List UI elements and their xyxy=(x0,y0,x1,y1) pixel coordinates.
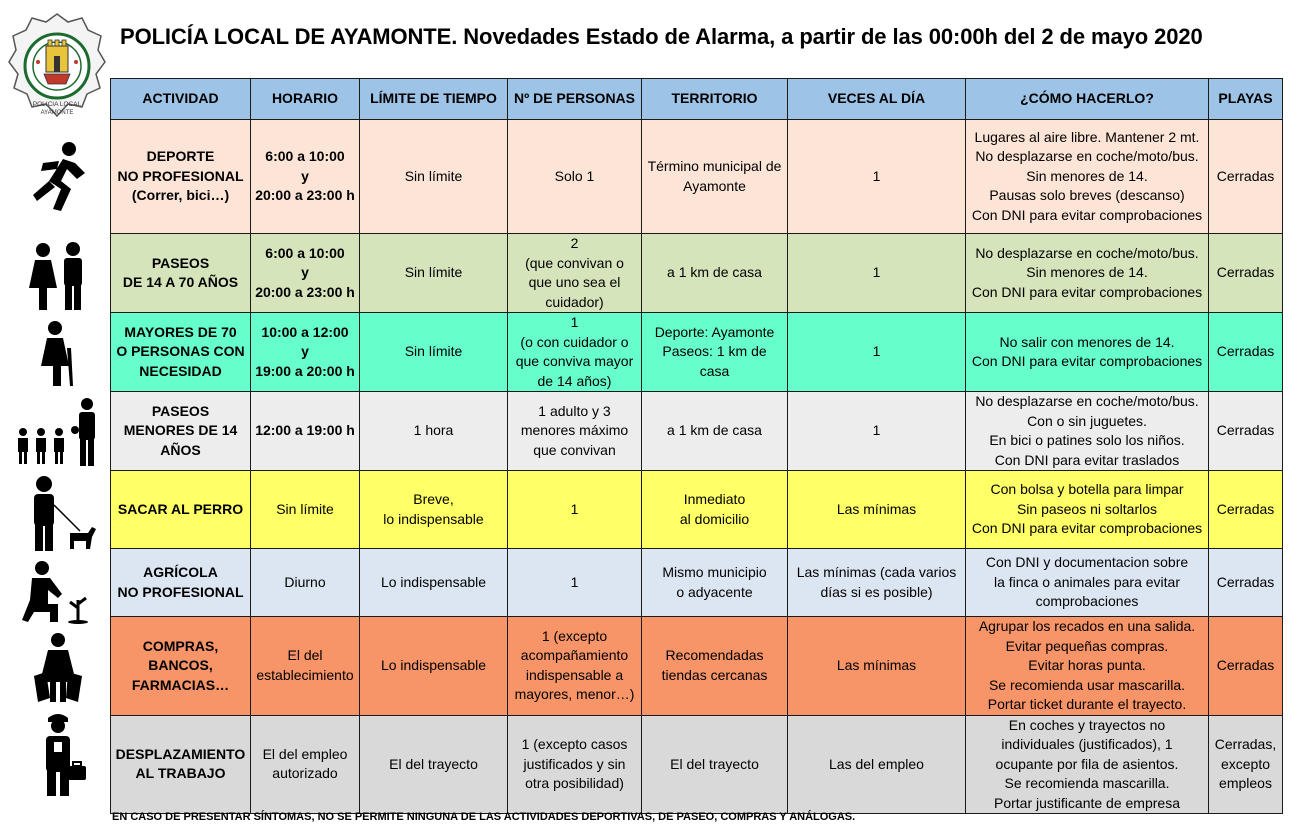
cell-veces xyxy=(788,120,966,234)
cell-actividad-line: NO PROFESIONAL xyxy=(117,583,244,600)
table-row xyxy=(111,715,1283,814)
cell-veces xyxy=(788,313,966,392)
cell-territorio-line: Recomendadas xyxy=(665,647,764,664)
cell-veces xyxy=(788,715,966,814)
cell-actividad-line: SACAR AL PERRO xyxy=(117,500,244,517)
cell-como-line: ocupante por fila de asientos. xyxy=(995,755,1179,772)
cell-como-line: Sin paseos ni soltarlos xyxy=(1016,500,1158,517)
cell-como-line: Se recomienda usar mascarilla. xyxy=(988,676,1186,693)
logo-text-top: POLICIA LOCAL xyxy=(32,101,82,108)
cell-limite-line: Sin límite xyxy=(404,343,463,360)
cell-horario-line: 20:00 a 23:00 h xyxy=(255,187,355,204)
table-row xyxy=(111,120,1283,234)
cell-territorio xyxy=(642,715,788,814)
cell-horario-line: El del xyxy=(287,647,323,664)
cell-territorio-line: Deporte: Ayamonte xyxy=(654,323,775,340)
police-badge-icon xyxy=(8,12,106,124)
cell-como-line: Portar ticket durante el trayecto. xyxy=(987,696,1187,712)
cell-como xyxy=(966,392,1209,471)
cell-como xyxy=(966,120,1209,234)
cell-limite-line: Lo indispensable xyxy=(380,573,487,590)
cell-horario-line: establecimiento xyxy=(256,666,354,683)
cell-como-line: la finca o animales para evitar xyxy=(994,573,1180,590)
cell-horario-line: 12:00 a 19:00 h xyxy=(255,422,355,439)
cell-limite xyxy=(360,234,508,313)
cell-personas-line: 1 xyxy=(570,500,579,517)
cell-limite-line: 1 hora xyxy=(413,422,454,439)
cell-personas-line: 1 (excepto casos xyxy=(521,736,628,752)
cell-horario xyxy=(251,617,360,716)
cell-actividad-line: FARMACIAS… xyxy=(131,676,230,693)
cell-territorio-line: a 1 km de casa xyxy=(667,422,762,439)
cell-veces xyxy=(788,471,966,549)
cell-playas-line: Cerradas xyxy=(1216,573,1275,590)
cell-como-line: comprobaciones xyxy=(1035,593,1139,610)
cell-personas xyxy=(508,234,642,313)
cell-limite-line: Sin límite xyxy=(404,167,463,184)
cell-playas xyxy=(1209,549,1283,617)
cell-veces xyxy=(788,617,966,716)
cell-playas-line: Cerradas xyxy=(1216,264,1275,281)
cell-personas-line: otra posibilidad) xyxy=(525,775,624,791)
cell-como-line: No desplazarse en coche/moto/bus. xyxy=(975,393,1199,409)
cell-como-line: Con DNI para evitar comprobaciones xyxy=(971,206,1203,223)
cell-limite-line: Lo indispensable xyxy=(380,657,487,673)
cell-actividad-line: PASEOS xyxy=(151,402,210,419)
cell-actividad xyxy=(111,715,251,814)
cell-actividad-line: AÑOS xyxy=(160,441,201,458)
cell-playas-line: empleos xyxy=(1219,775,1272,791)
cell-como-line: Agrupar los recados en una salida. xyxy=(978,618,1196,634)
cell-personas-line: 2 xyxy=(570,235,579,251)
adult-children-icon xyxy=(10,394,106,470)
page-title: POLICÍA LOCAL DE AYAMONTE. Novedades Estado de Alarma, a partir de las 00:00h del 2 de mayo 2020 xyxy=(120,24,1203,49)
cell-playas xyxy=(1209,392,1283,471)
cell-personas-line: (que convivan o xyxy=(525,254,624,271)
cell-horario-line: Sin límite xyxy=(276,500,334,517)
cell-territorio-line: al domicilio xyxy=(679,510,750,527)
cell-veces-line: días si es posible) xyxy=(820,583,933,600)
cell-personas-line: 1 (excepto xyxy=(541,627,608,644)
cell-personas-line: menores máximo xyxy=(520,422,629,439)
cell-playas-line: Cerradas xyxy=(1216,343,1275,360)
cell-horario-line: y xyxy=(301,167,309,184)
cell-como-line: individuales (justificados), 1 xyxy=(1001,736,1173,752)
cell-territorio xyxy=(642,549,788,617)
cell-limite xyxy=(360,471,508,549)
cell-como-line: No salir con menores de 14. xyxy=(999,333,1175,350)
cell-personas-line: justificados y sin xyxy=(523,755,626,772)
cell-actividad-line: (Correr, bici…) xyxy=(131,187,230,204)
cell-veces-line: 1 xyxy=(872,343,881,360)
table-header-row xyxy=(111,79,1283,120)
cell-playas-line: Cerradas xyxy=(1216,500,1275,517)
cell-como-line: Sin menores de 14. xyxy=(1026,264,1148,281)
table-row xyxy=(111,392,1283,471)
cell-como-line: En coches y trayectos no xyxy=(1008,716,1166,733)
cell-veces-line: Las mínimas xyxy=(836,500,917,517)
cell-como-line: No desplazarse en coche/moto/bus. xyxy=(975,244,1199,261)
cell-playas xyxy=(1209,471,1283,549)
cell-como-line: Pausas solo breves (descanso) xyxy=(989,187,1185,204)
cell-horario-line: 6:00 a 10:00 xyxy=(265,244,345,261)
cell-veces xyxy=(788,234,966,313)
cell-territorio xyxy=(642,471,788,549)
cell-como-line: Evitar pequeñas compras. xyxy=(1005,637,1169,654)
cell-territorio xyxy=(642,617,788,716)
cell-personas-line: 1 adulto y 3 xyxy=(538,402,611,419)
cell-playas xyxy=(1209,120,1283,234)
cell-personas xyxy=(508,715,642,814)
cell-como-line: Se recomienda mascarilla. xyxy=(1004,775,1170,791)
cell-veces-line: Las mínimas xyxy=(836,657,917,673)
cell-personas-line: 1 xyxy=(570,314,579,330)
cell-territorio-line: El del trayecto xyxy=(670,755,759,772)
cell-horario xyxy=(251,234,360,313)
cell-como-line: No desplazarse en coche/moto/bus. xyxy=(975,148,1199,165)
cell-personas-line: acompañamiento xyxy=(520,647,629,664)
cell-veces xyxy=(788,392,966,471)
cell-playas xyxy=(1209,313,1283,392)
cell-territorio-line: tiendas cercanas xyxy=(661,666,768,683)
cell-veces-line: 1 xyxy=(872,167,881,184)
cell-horario-line: Diurno xyxy=(284,573,326,590)
cell-personas-line: cuidador) xyxy=(545,293,604,310)
cell-territorio-line: o adyacente xyxy=(676,583,753,600)
cell-territorio-line: Término municipal de xyxy=(647,158,782,174)
cell-limite xyxy=(360,392,508,471)
cell-personas-line: 1 xyxy=(570,573,579,590)
cell-territorio-line: Inmediato xyxy=(683,491,746,507)
runner-icon xyxy=(10,126,106,232)
cell-veces-line: Las mínimas (cada varios xyxy=(796,564,957,580)
cell-territorio xyxy=(642,120,788,234)
cell-personas xyxy=(508,549,642,617)
cell-como xyxy=(966,715,1209,814)
cell-limite xyxy=(360,715,508,814)
cell-actividad-line: DEPORTE xyxy=(146,148,215,165)
footer-note: EN CASO DE PRESENTAR SÍNTOMAS, NO SE PERMITE NINGUNA DE LAS ACTIVIDADES DEPORTIVAS, DE PASEO, COMPRAS Y ANÁLOGAS. xyxy=(112,811,856,823)
cell-como-line: Con o sin juguetes. xyxy=(1027,412,1147,429)
cell-personas-line: que conviva mayor xyxy=(515,353,634,369)
cell-actividad-line: NECESIDAD xyxy=(139,362,222,379)
cell-limite-line: lo indispensable xyxy=(383,510,484,527)
cell-personas-line: de 14 años) xyxy=(537,372,612,389)
cell-personas-line: indispensable a xyxy=(525,666,624,683)
cell-territorio-line: Mismo municipio xyxy=(662,564,767,580)
header-personas: Nº DE PERSONAS xyxy=(508,79,642,120)
elderly-person-icon xyxy=(10,316,106,390)
cell-actividad-line: O PERSONAS CON xyxy=(116,343,245,360)
cell-horario xyxy=(251,471,360,549)
cell-horario xyxy=(251,549,360,617)
cell-actividad-line: COMPRAS, xyxy=(142,637,219,654)
cell-como xyxy=(966,313,1209,392)
cell-actividad xyxy=(111,617,251,716)
cell-personas-line: mayores, menor…) xyxy=(514,686,635,703)
cell-limite-line: El del trayecto xyxy=(389,755,478,772)
cell-playas-line: Cerradas, xyxy=(1214,736,1277,752)
dog-walking-icon xyxy=(10,474,106,554)
cell-horario-line: y xyxy=(301,264,309,281)
cell-horario-line: autorizado xyxy=(272,765,338,782)
cell-actividad xyxy=(111,471,251,549)
cell-como-line: Con DNI y documentacion sobre xyxy=(985,554,1189,571)
cell-personas-line: Solo 1 xyxy=(554,167,595,184)
cell-veces-line: Las del empleo xyxy=(829,755,924,772)
cell-horario-line: y xyxy=(301,343,309,360)
cell-veces xyxy=(788,549,966,617)
cell-como-line: Evitar horas punta. xyxy=(1028,657,1146,673)
cell-personas xyxy=(508,617,642,716)
cell-como-line: Lugares al aire libre. Mantener 2 mt. xyxy=(974,128,1200,145)
cell-veces-line: 1 xyxy=(872,264,881,281)
cell-actividad-line: NO PROFESIONAL xyxy=(117,167,244,184)
table-row xyxy=(111,234,1283,313)
cell-horario xyxy=(251,313,360,392)
cell-personas-line: que uno sea el xyxy=(528,274,621,290)
cell-horario-line: 10:00 a 12:00 xyxy=(261,323,349,340)
header-veces: VECES AL DÍA xyxy=(788,79,966,120)
cell-actividad-line: BANCOS, xyxy=(148,657,213,673)
cell-como-line: En bici o patines solo los niños. xyxy=(989,432,1185,448)
cell-limite-line: Breve, xyxy=(413,491,454,507)
cell-personas-line: (o con cuidador o xyxy=(520,333,629,350)
cell-playas xyxy=(1209,234,1283,313)
cell-playas-line: excepto xyxy=(1220,755,1271,772)
cell-personas xyxy=(508,471,642,549)
cell-actividad xyxy=(111,313,251,392)
planting-icon xyxy=(10,556,106,628)
cell-actividad xyxy=(111,392,251,471)
worker-briefcase-icon xyxy=(10,708,106,800)
cell-como-line: Con DNI para evitar comprobaciones xyxy=(971,520,1203,537)
cell-playas-line: Cerradas xyxy=(1216,167,1275,184)
cell-como-line: Sin menores de 14. xyxy=(1026,167,1148,184)
cell-limite xyxy=(360,617,508,716)
cell-horario xyxy=(251,120,360,234)
cell-personas-line: que convivan xyxy=(533,441,616,458)
cell-personas xyxy=(508,392,642,471)
cell-limite xyxy=(360,120,508,234)
cell-horario-line: 19:00 a 20:00 h xyxy=(255,362,355,379)
cell-actividad-line: PASEOS xyxy=(151,254,210,271)
table-row xyxy=(111,471,1283,549)
cell-territorio xyxy=(642,392,788,471)
header-limite: LÍMITE DE TIEMPO xyxy=(360,79,508,120)
cell-veces-line: 1 xyxy=(872,422,881,439)
header-actividad: ACTIVIDAD xyxy=(111,79,251,120)
cell-territorio-line: Paseos: 1 km de xyxy=(662,343,767,360)
cell-territorio-line: Ayamonte xyxy=(683,177,746,194)
table-row xyxy=(111,313,1283,392)
couple-icon xyxy=(10,238,106,314)
cell-como-line: Con bolsa y botella para limpar xyxy=(990,481,1184,498)
cell-actividad xyxy=(111,549,251,617)
logo-text-bottom: AYAMONTE xyxy=(40,110,74,116)
cell-actividad-line: DESPLAZAMIENTO xyxy=(115,745,246,762)
cell-horario-line: 20:00 a 23:00 h xyxy=(255,283,355,300)
cell-actividad-line: MENORES DE 14 xyxy=(123,422,238,439)
header-playas: PLAYAS xyxy=(1209,79,1283,120)
cell-territorio-line: casa xyxy=(699,362,730,379)
cell-como-line: Con DNI para evitar comprobaciones xyxy=(971,283,1203,300)
header-territorio: TERRITORIO xyxy=(642,79,788,120)
cell-territorio xyxy=(642,234,788,313)
cell-limite xyxy=(360,549,508,617)
cell-limite xyxy=(360,313,508,392)
cell-actividad-line: AGRÍCOLA xyxy=(143,564,218,580)
cell-playas xyxy=(1209,715,1283,814)
table-row xyxy=(111,549,1283,617)
cell-como xyxy=(966,471,1209,549)
header-como: ¿CÓMO HACERLO? xyxy=(966,79,1209,120)
cell-horario xyxy=(251,715,360,814)
cell-horario xyxy=(251,392,360,471)
cell-territorio-line: a 1 km de casa xyxy=(667,264,762,281)
cell-horario-line: El del empleo xyxy=(262,745,348,762)
cell-limite-line: Sin límite xyxy=(404,264,463,281)
cell-playas xyxy=(1209,617,1283,716)
cell-como-line: Portar justificante de empresa xyxy=(994,794,1180,811)
cell-personas xyxy=(508,313,642,392)
cell-actividad-line: MAYORES DE 70 xyxy=(124,323,237,340)
cell-personas xyxy=(508,120,642,234)
cell-territorio xyxy=(642,313,788,392)
rules-table xyxy=(110,78,1283,814)
cell-como-line: Con DNI para evitar comprobaciones xyxy=(971,353,1203,369)
cell-horario-line: 6:00 a 10:00 xyxy=(265,148,345,165)
header-horario: HORARIO xyxy=(251,79,360,120)
cell-como-line: Con DNI para evitar traslados xyxy=(994,451,1180,468)
cell-actividad-line: DE 14 A 70 AÑOS xyxy=(122,274,239,290)
cell-como xyxy=(966,617,1209,716)
shopping-bags-icon xyxy=(10,630,106,706)
cell-actividad xyxy=(111,120,251,234)
cell-playas-line: Cerradas xyxy=(1216,422,1275,439)
cell-como xyxy=(966,549,1209,617)
cell-actividad-line: AL TRABAJO xyxy=(135,765,226,782)
cell-playas-line: Cerradas xyxy=(1216,657,1275,673)
table-row xyxy=(111,617,1283,716)
cell-como xyxy=(966,234,1209,313)
cell-actividad xyxy=(111,234,251,313)
